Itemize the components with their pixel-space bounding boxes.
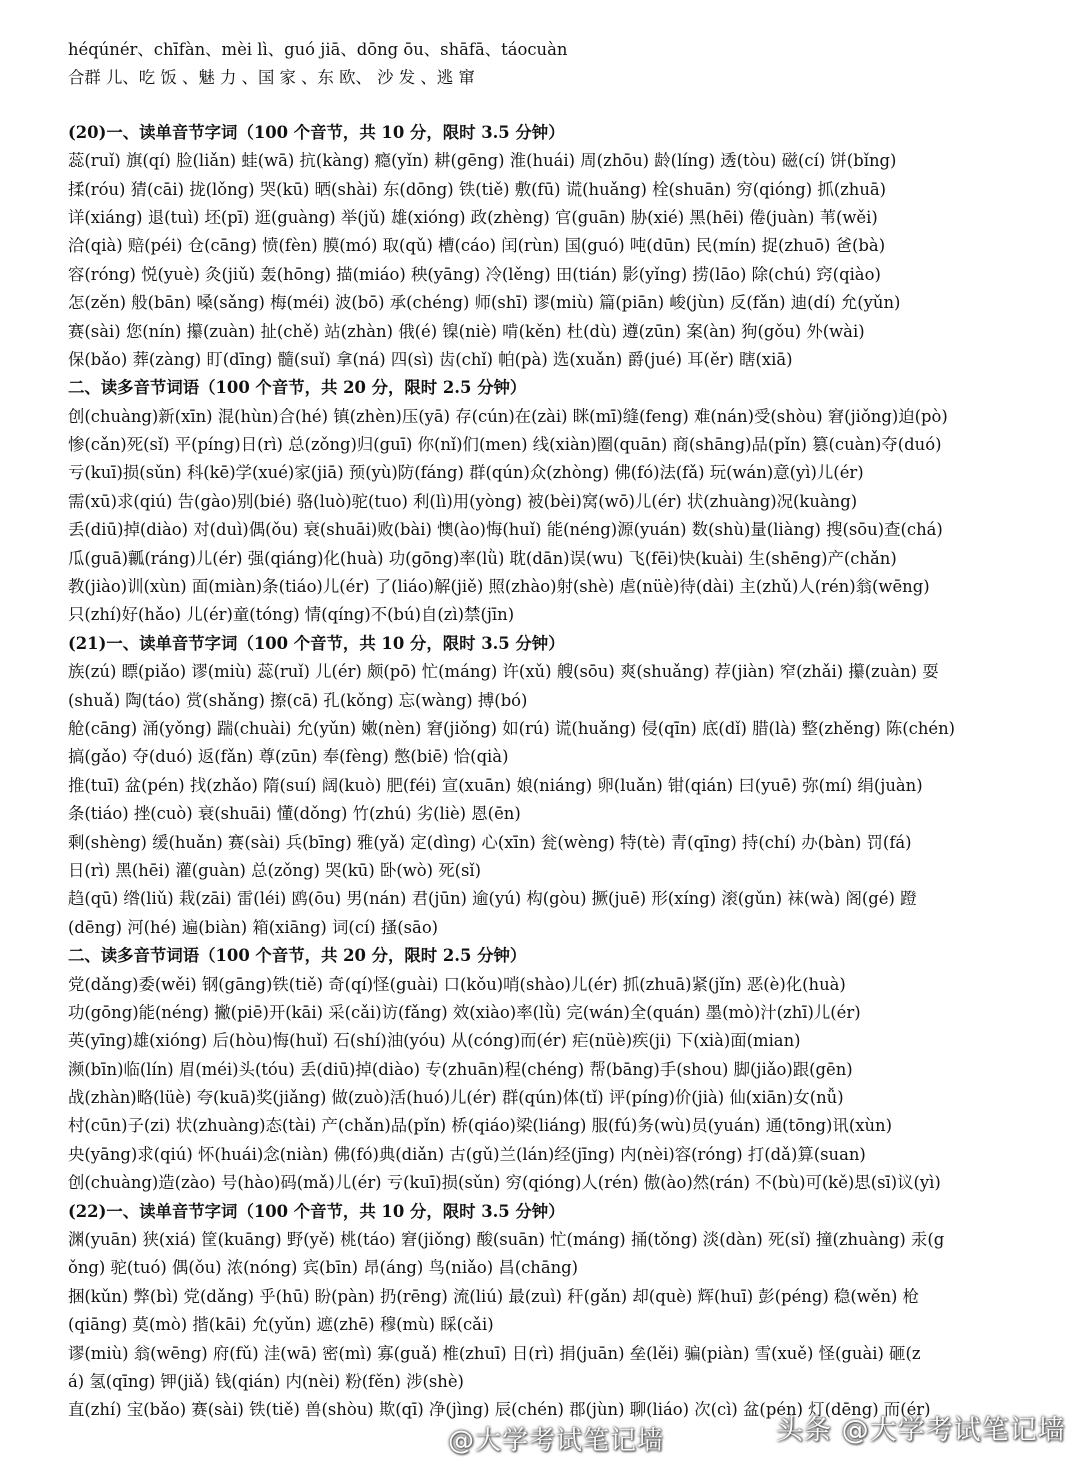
text-line: 容(róng) 悦(yuè) 灸(jiǔ) 轰(hōng) 描(miáo) 秧(yāng) 冷(lěng) 田(tián) 影(yǐng) 捞(lāo) 除(chú) 窍(qiào) xyxy=(68,264,881,284)
text-line: 蕊(ruǐ) 旗(qí) 脸(liǎn) 蛙(wā) 抗(kàng) 瘾(yǐn) 耕(gēng) 淮(huái) 周(zhōu) 龄(líng) 透(tòu) 磁(cí) 饼(bǐng) xyxy=(68,151,897,171)
text-line: 日(rì) 黑(hēi) 灌(guàn) 总(zǒng) 哭(kū) 卧(wò) 死(sǐ) xyxy=(68,860,482,880)
text-line: 推(tuī) 盆(pén) 找(zhǎo) 隋(suí) 阔(kuò) 肥(féi) 宣(xuān) 娘(niáng) 卵(luǎn) 钳(qián) 曰(yuē) 弥(mí) 绢(juàn) xyxy=(68,775,923,795)
text-line: 直(zhí) 宝(bǎo) 赛(sài) 铁(tiě) 兽(shòu) 欺(qī) 净(jìng) 辰(chén) 郡(jùn) 聊(liáo) 次(cì) 盆(pén) 灯(dēng) 而(ér) xyxy=(68,1400,931,1420)
text-line: 央(yāng)求(qiú) 怀(huái)念(niàn) 佛(fó)典(diǎn) 古(gǔ)兰(lán)经(jīng) 内(nèi)容(róng) 打(dǎ)算(suan) xyxy=(68,1144,866,1164)
section-heading: 二、读多音节词语（100 个音节，共 20 分，限时 2.5 分钟） xyxy=(68,378,527,398)
section-heading: 二、读多音节词语（100 个音节，共 20 分，限时 2.5 分钟） xyxy=(68,946,527,966)
text-line: 捆(kǔn) 弊(bì) 党(dǎng) 乎(hū) 盼(pàn) 扔(rēng) 流(liú) 最(zuì) 秆(gǎn) 却(què) 辉(huī) 彭(péng) 稳(wěn) 枪 xyxy=(68,1286,919,1306)
text-line: 教(jiào)训(xùn) 面(miàn)条(tiáo)儿(ér) 了(liáo)解(jiě) 照(zhào)射(shè) 虐(nüè)待(dài) 主(zhǔ)人(rén)翁(wēng) xyxy=(68,577,930,597)
pinyin-line: héqúnér、chīfàn、mèi lì、guó jiā、dōng ōu、shāfā、táocuàn xyxy=(68,40,568,59)
text-line: (qiāng) 莫(mò) 揩(kāi) 允(yǔn) 遮(zhē) 穆(mù) 睬(cǎi) xyxy=(68,1315,494,1335)
text-line: 洽(qià) 赔(péi) 仓(cāng) 愤(fèn) 膜(mó) 取(qǔ) 槽(cáo) 闰(rùn) 国(guó) 吨(dūn) 民(mín) 捉(zhuō) 爸(bà) xyxy=(68,236,886,256)
text-line: 瓜(guā)瓤(ráng)儿(ér) 强(qiáng)化(huà) 功(gōng)率(lǜ) 耽(dān)误(wu) 飞(fēi)快(kuài) 生(shēng)产(chǎn) xyxy=(68,548,897,568)
text-line: 濒(bīn)临(lín) 眉(méi)头(tóu) 丢(diū)掉(diào) 专(zhuān)程(chéng) 帮(bāng)手(shou) 脚(jiǎo)跟(gēn) xyxy=(68,1059,853,1079)
weibo-watermark: @大学考试笔记墙 xyxy=(448,1426,665,1456)
text-line: 揉(róu) 猜(cāi) 拢(lǒng) 哭(kū) 晒(shài) 东(dōng) 铁(tiě) 敷(fū) 谎(huǎng) 栓(shuān) 穷(qióng) 抓(zhuā) xyxy=(68,179,887,199)
text-line: (shuǎ) 陶(táo) 赏(shǎng) 擦(cā) 孔(kǒng) 忘(wàng) 搏(bó) xyxy=(68,690,528,710)
section-21-multi xyxy=(68,942,1028,1198)
text-line: 党(dǎng)委(wěi) 钢(gāng)铁(tiě) 奇(qí)怪(guài) 口(kǒu)哨(shào)儿(ér) 抓(zhuā)紧(jǐn) 恶(è)化(huà) xyxy=(68,974,846,994)
document-page xyxy=(68,36,1028,1425)
text-line: 英(yīng)雄(xióng) 后(hòu)悔(huǐ) 石(shí)油(yóu) 从(cóng)而(ér) 疟(nüè)疾(ji) 下(xià)面(mian) xyxy=(68,1031,801,1051)
text-line: 战(zhàn)略(lüè) 夸(kuā)奖(jiǎng) 做(zuò)活(huó)儿(ér) 群(qún)体(tǐ) 评(píng)价(jià) 仙(xiān)女(nǚ) xyxy=(68,1088,844,1108)
section-heading: (22)一、读单音节字词（100 个音节，共 10 分，限时 3.5 分钟） xyxy=(68,1201,565,1221)
text-line: 谬(miù) 翁(wēng) 府(fǔ) 洼(wā) 密(mì) 寡(guǎ) 椎(zhuī) 日(rì) 捐(juān) 垒(lěi) 骗(piàn) 雪(xuě) 怪(guài) 砸(z xyxy=(68,1343,921,1363)
section-20-single xyxy=(68,119,1028,375)
text-line: 村(cūn)子(zi) 状(zhuàng)态(tài) 产(chǎn)品(pǐn) 桥(qiáo)梁(liáng) 服(fú)务(wù)员(yuán) 通(tōng)讯(xùn) xyxy=(68,1116,892,1136)
section-20-multi xyxy=(68,374,1028,630)
text-line: 惨(cǎn)死(sǐ) 平(píng)日(rì) 总(zǒng)归(guī) 你(nǐ)们(men) 线(xiàn)圈(quān) 商(shāng)品(pǐn) 篡(cuàn)夺(duó) xyxy=(68,435,942,455)
text-line: 需(xū)求(qiú) 告(gào)别(bié) 骆(luò)驼(tuo) 利(lì)用(yòng) 被(bèi)窝(wō)儿(ér) 状(zhuàng)况(kuàng) xyxy=(68,491,858,511)
toutiao-watermark: 头条 @大学考试笔记墙 xyxy=(776,1415,1066,1446)
text-line: 功(gōng)能(néng) 撇(piē)开(kāi) 采(cǎi)访(fǎng) 效(xiào)率(lǜ) 完(wán)全(quán) 墨(mò)汁(zhī)儿(ér) xyxy=(68,1002,861,1022)
text-line: 舱(cāng) 涌(yǒng) 踹(chuài) 允(yǔn) 嫩(nèn) 窘(jiǒng) 如(rú) 谎(huǎng) 侵(qīn) 底(dǐ) 腊(là) 整(zhěng) 陈(chén) xyxy=(68,718,956,738)
text-line: 趋(qū) 绺(liǔ) 栽(zāi) 雷(léi) 鸥(ōu) 男(nán) 君(jūn) 逾(yú) 构(gòu) 撅(juē) 形(xíng) 滚(gǔn) 袜(wà) 阁(gé) 蹬 xyxy=(68,889,917,909)
text-line: 保(bǎo) 葬(zàng) 盯(dīng) 髓(suǐ) 拿(ná) 四(sì) 齿(chǐ) 帕(pà) 选(xuǎn) 爵(jué) 耳(ěr) 瞎(xiā) xyxy=(68,349,793,369)
text-line: 渊(yuān) 狭(xiá) 筐(kuāng) 野(yě) 桃(táo) 窘(jiǒng) 酸(suān) 忙(máng) 捅(tǒng) 淡(dàn) 死(sǐ) 撞(zhuàng) 汞(g xyxy=(68,1230,945,1250)
text-line: 怎(zěn) 般(bān) 嗓(sǎng) 梅(méi) 波(bō) 承(chéng) 师(shī) 谬(miù) 篇(piān) 峻(jùn) 反(fǎn) 迪(dí) 允(yǔn) xyxy=(68,293,901,313)
text-line: 丢(diū)掉(diào) 对(duì)偶(ǒu) 衰(shuāi)败(bài) 懊(ào)悔(huǐ) 能(néng)源(yuán) 数(shù)量(liàng) 搜(sōu)查(chá) xyxy=(68,520,943,540)
section-21-single xyxy=(68,630,1028,942)
text-line: 赛(sài) 您(nín) 攥(zuàn) 扯(chě) 站(zhàn) 俄(é) 镍(niè) 啃(kěn) 杜(dù) 遵(zūn) 案(àn) 狗(gǒu) 外(wài) xyxy=(68,321,865,341)
text-line: 族(zú) 瞟(piǎo) 谬(miù) 蕊(ruǐ) 儿(ér) 颇(pō) 忙(máng) 许(xǔ) 艘(sōu) 爽(shuǎng) 荐(jiàn) 窄(zhǎi) 攥(zuàn) 耍 xyxy=(68,662,939,682)
text-line: 创(chuàng)造(zào) 号(hào)码(mǎ)儿(ér) 亏(kuī)损(sǔn) 穷(qióng)人(rén) 傲(ào)然(rán) 不(bù)可(kě)思(sī)议(yì) xyxy=(68,1173,941,1193)
text-line: 只(zhí)好(hǎo) 儿(ér)童(tóng) 情(qíng)不(bú)自(zì)禁(jīn) xyxy=(68,605,515,625)
hanzi-line: 合群 儿、吃 饭 、魅 力 、国 家 、东 欧、 沙 发 、逃 窜 xyxy=(68,68,475,88)
text-line: 剩(shèng) 缓(huǎn) 赛(sài) 兵(bīng) 雅(yǎ) 定(dìng) 心(xīn) 瓮(wèng) 特(tè) 青(qīng) 持(chí) 办(bàn) 罚(fá) xyxy=(68,832,912,852)
text-line: 搞(gǎo) 夺(duó) 返(fǎn) 尊(zūn) 奉(fèng) 憋(biē) 恰(qià) xyxy=(68,747,509,767)
text-line: 条(tiáo) 挫(cuò) 衰(shuāi) 懂(dǒng) 竹(zhú) 劣(liè) 恩(ēn) xyxy=(68,804,521,824)
text-line: (dēng) 河(hé) 遍(biàn) 箱(xiāng) 词(cí) 搔(sāo) xyxy=(68,917,439,937)
section-22-single xyxy=(68,1198,1028,1425)
text-line: á) 氢(qīng) 钾(jiǎ) 钱(qián) 内(nèi) 粉(fěn) 涉(shè) xyxy=(68,1371,464,1391)
section-heading: (21)一、读单音节字词（100 个音节，共 10 分，限时 3.5 分钟） xyxy=(68,633,565,653)
intro-block xyxy=(68,36,1028,93)
text-line: 详(xiáng) 退(tuì) 坯(pī) 逛(guàng) 举(jǔ) 雄(xióng) 政(zhèng) 官(guān) 胁(xié) 黑(hēi) 倦(juàn) 苇(wěi) xyxy=(68,207,878,227)
text-line: 创(chuàng)新(xīn) 混(hùn)合(hé) 镇(zhèn)压(yā) 存(cún)在(zài) 眯(mī)缝(feng) 难(nán)受(shòu) 窘(jiǒng)迫(pò) xyxy=(68,406,948,426)
text-line: ǒng) 驼(tuó) 偶(ǒu) 浓(nóng) 宾(bīn) 昂(áng) 鸟(niǎo) 昌(chāng) xyxy=(68,1258,579,1278)
text-line: 亏(kuī)损(sǔn) 科(kē)学(xué)家(jiā) 预(yù)防(fáng) 群(qún)众(zhòng) 佛(fó)法(fǎ) 玩(wán)意(yì)儿(ér) xyxy=(68,463,864,483)
section-heading: (20)一、读单音节字词（100 个音节，共 10 分，限时 3.5 分钟） xyxy=(68,122,565,142)
